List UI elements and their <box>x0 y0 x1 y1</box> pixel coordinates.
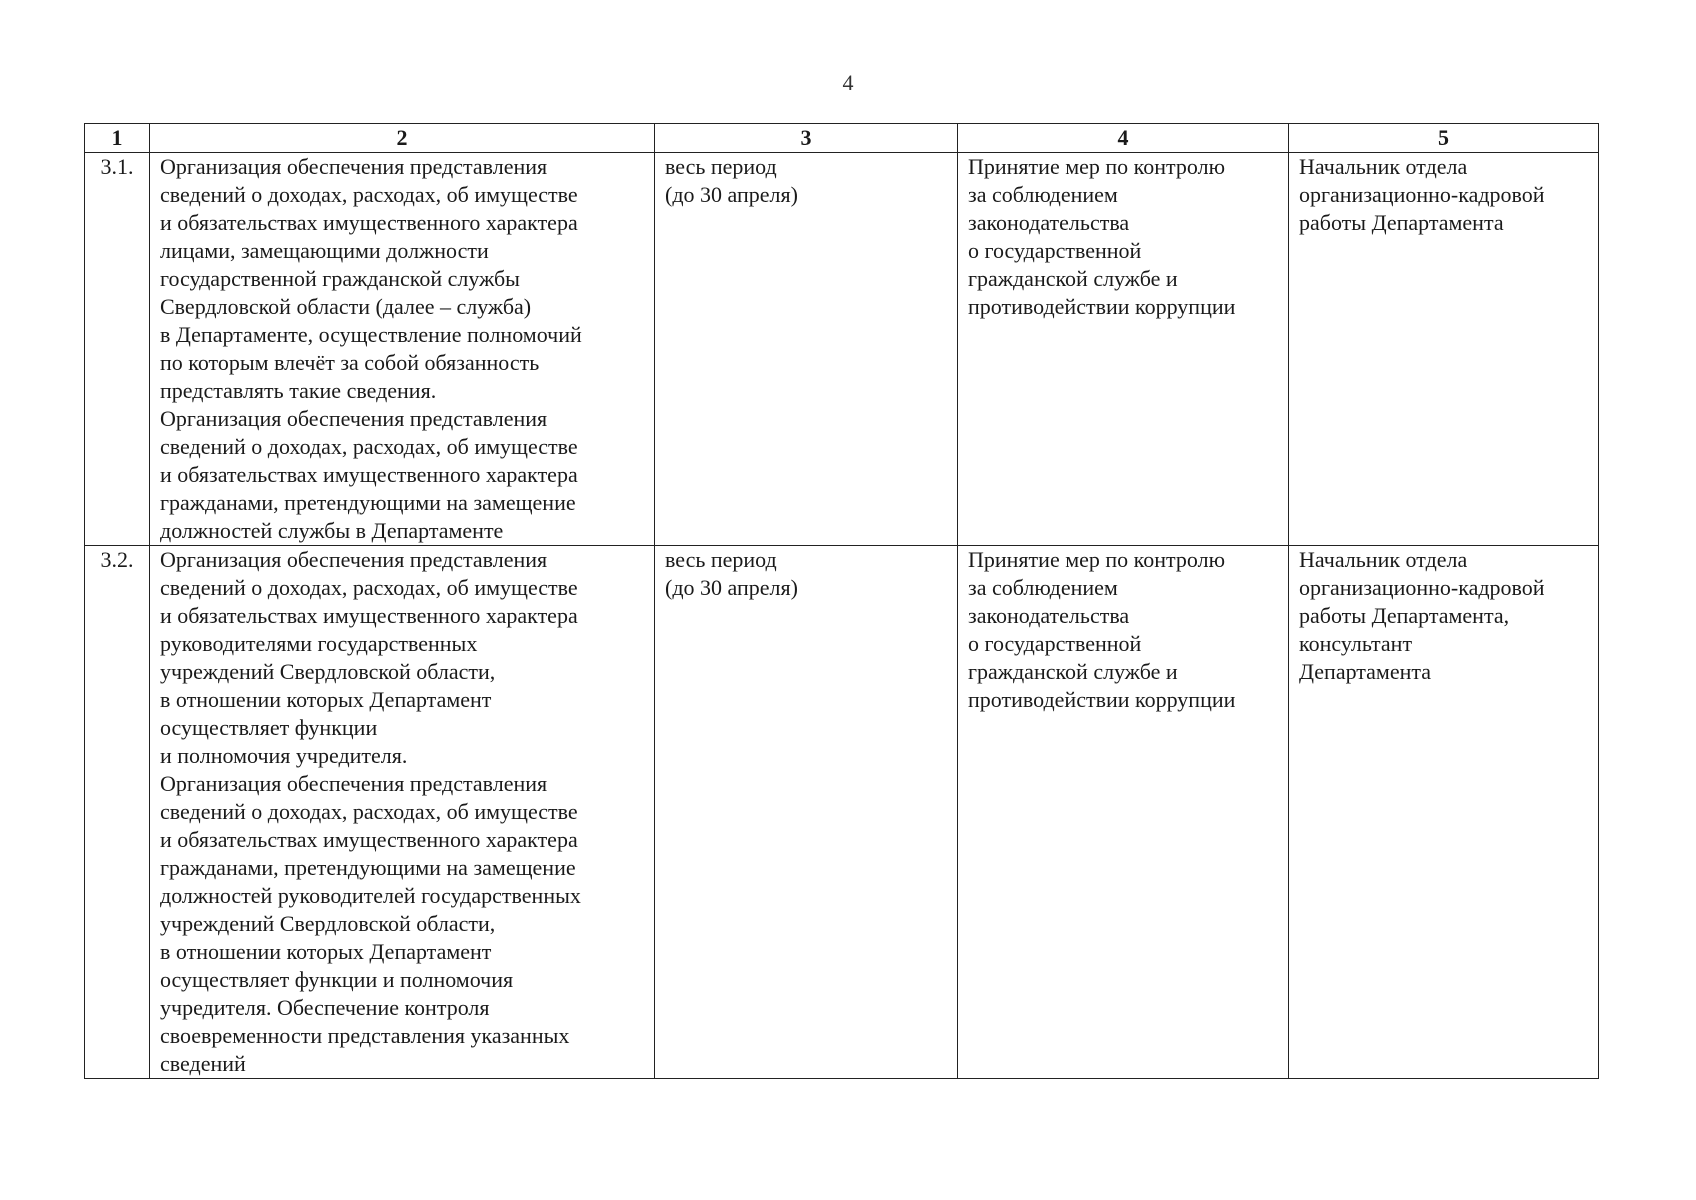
text-line: о государственной <box>968 238 1142 263</box>
text-line: сведений о доходах, расходах, об имуществе <box>160 575 578 600</box>
text-line: представлять такие сведения. <box>160 378 437 403</box>
text-line: Начальник отдела <box>1299 154 1468 179</box>
table-row <box>85 153 1599 546</box>
text-line: учреждений Свердловской области, <box>160 659 496 684</box>
table-row <box>85 546 1599 1079</box>
text-line: гражданской службе и <box>968 266 1178 291</box>
text-line: (до 30 апреля) <box>665 182 798 207</box>
text-line: сведений о доходах, расходах, об имуществе <box>160 434 578 459</box>
text-line: гражданами, претендующими на замещение <box>160 490 576 515</box>
text-line: гражданской службе и <box>968 659 1178 684</box>
text-line: Свердловской области (далее – служба) <box>160 294 532 319</box>
text-line: Начальник отдела <box>1299 547 1468 572</box>
text-line: Организация обеспечения представления <box>160 154 548 179</box>
text-line: и обязательствах имущественного характера <box>160 827 578 852</box>
text-line: за соблюдением <box>968 575 1118 600</box>
deadline-cell <box>655 153 958 546</box>
text-line: противодействии коррупции <box>968 687 1236 712</box>
row-number-cell: 3.2. <box>85 546 150 1079</box>
text-line: осуществляет функции <box>160 715 378 740</box>
responsible-cell <box>1289 153 1599 546</box>
text-line: и обязательствах имущественного характера <box>160 210 578 235</box>
column-header-responsible: 5 <box>1289 124 1599 153</box>
result-cell <box>958 546 1289 1079</box>
text-line: лицами, замещающими должности <box>160 238 489 263</box>
text-line: гражданами, претендующими на замещение <box>160 855 576 880</box>
page-number: 4 <box>842 70 854 95</box>
text-line: противодействии коррупции <box>968 294 1236 319</box>
text-line: (до 30 апреля) <box>665 575 798 600</box>
text-line: работы Департамента <box>1299 210 1504 235</box>
plan-table <box>84 123 1599 1079</box>
text-line: о государственной <box>968 631 1142 656</box>
measure-cell <box>150 546 655 1079</box>
result-cell <box>958 153 1289 546</box>
text-line: и обязательствах имущественного характера <box>160 603 578 628</box>
text-line: должностей руководителей государственных <box>160 883 581 908</box>
text-line: законодательства <box>968 210 1130 235</box>
text-line: по которым влечёт за собой обязанность <box>160 350 540 375</box>
text-line: учреждений Свердловской области, <box>160 911 496 936</box>
text-line: государственной гражданской службы <box>160 266 520 291</box>
text-line: весь период <box>665 547 777 572</box>
measure-cell <box>150 153 655 546</box>
text-line: законодательства <box>968 603 1130 628</box>
text-line: Организация обеспечения представления <box>160 547 548 572</box>
column-header-result: 4 <box>958 124 1289 153</box>
text-line: Департамента <box>1299 659 1432 684</box>
text-line: работы Департамента, <box>1299 603 1510 628</box>
column-header-number: 1 <box>85 124 150 153</box>
text-line: учредителя. Обеспечение контроля <box>160 995 490 1020</box>
text-line: сведений о доходах, расходах, об имуществе <box>160 799 578 824</box>
text-line: осуществляет функции и полномочия <box>160 967 514 992</box>
text-line: сведений о доходах, расходах, об имуществе <box>160 182 578 207</box>
deadline-cell <box>655 546 958 1079</box>
text-line: организационно-кадровой <box>1299 575 1545 600</box>
responsible-cell <box>1289 546 1599 1079</box>
text-line: и полномочия учредителя. <box>160 743 408 768</box>
column-header-deadline: 3 <box>655 124 958 153</box>
column-header-measure: 2 <box>150 124 655 153</box>
text-line: и обязательствах имущественного характера <box>160 462 578 487</box>
text-line: Принятие мер по контролю <box>968 547 1226 572</box>
text-line: Организация обеспечения представления <box>160 406 548 431</box>
text-line: консультант <box>1299 631 1413 656</box>
text-line: в отношении которых Департамент <box>160 939 492 964</box>
text-line: своевременности представления указанных <box>160 1023 570 1048</box>
text-line: в отношении которых Департамент <box>160 687 492 712</box>
text-line: за соблюдением <box>968 182 1118 207</box>
text-line: Принятие мер по контролю <box>968 154 1226 179</box>
text-line: руководителями государственных <box>160 631 478 656</box>
text-line: весь период <box>665 154 777 179</box>
row-number-cell: 3.1. <box>85 153 150 546</box>
table-header-row <box>85 124 1599 153</box>
text-line: сведений <box>160 1051 246 1076</box>
text-line: в Департаменте, осуществление полномочий <box>160 322 582 347</box>
text-line: организационно-кадровой <box>1299 182 1545 207</box>
text-line: должностей службы в Департаменте <box>160 518 504 543</box>
text-line: Организация обеспечения представления <box>160 771 548 796</box>
